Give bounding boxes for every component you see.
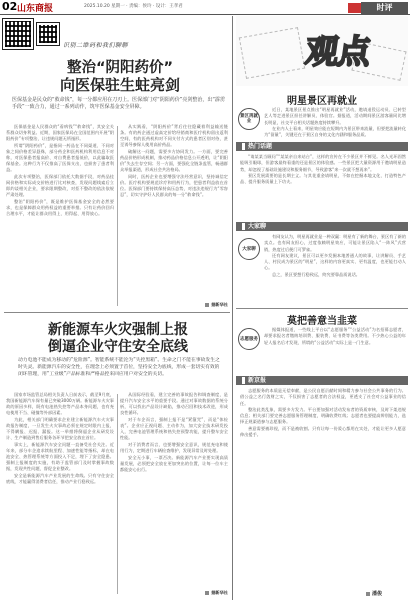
bar-accent-icon	[242, 223, 245, 230]
paragraph: “请某某当顾问”“某某亲自来站台”，这样的宣传在不少景区并不鲜见。名人光环固然能吸引眼球，但游客最终看重的还是景区的体验感。一些景区把大量资源用于邀请明星造势，却忽视了基础设施建设和服务细节，导致游客“来一次就不想再来”。	[240, 154, 406, 172]
paragraph: 从实践看，“阴阳药价”背后往往隐藏着利益输送链条。有的药企通过虚高定价给经销商和医疗机构留出返利空间，有的医药机构对不同支付方式的患者区别对待，甚至诱导参保人使用高价药品。	[120, 124, 228, 147]
story-divider	[4, 312, 230, 313]
banner-word: 观点	[302, 32, 373, 71]
author-credit	[366, 590, 382, 597]
paragraph: 破解这一问题，需要多方协同发力。一方面，要完善药品价格形成机制，推动药品价格信息公开透明，让“阴阳价”失去生存空间；另一方面，要强化全链条监管，畅通群众举报渠道，形成社会共治格局。	[120, 149, 228, 172]
paragraph: 善意需要被珍视，而不是被收割。只有让每一份爱心都用在实处，才能让更多人愿意伸出援手。	[240, 425, 406, 438]
column-divider	[117, 126, 118, 306]
commentary-banner	[236, 16, 408, 86]
commentary-body-3	[264, 234, 406, 300]
commentary-column	[236, 16, 408, 602]
paragraph: 医保基金是人民群众的“看病钱”“救命钱”，其安全关系群众切身利益。近期，国家医保局在全国范围内开展“阴阳药价”专项整治，让违规问题无所遁形。	[6, 124, 114, 141]
column-divider	[117, 394, 118, 594]
commentary-divider	[236, 308, 408, 309]
paragraph: 有网友认为，明星再就业是一种双赢：明星有了新的舞台，景区有了新的卖点。也有网友担心，过度依赖明星效应，可能让景区陷入“一阵风”式营销，热度过后便门可罗雀。	[264, 234, 406, 252]
banner-decoration	[239, 27, 305, 79]
story2-source	[180, 590, 228, 598]
side-label: 大家聊	[238, 238, 260, 260]
side-label: 志愿服务	[238, 328, 260, 350]
page-number: 02	[2, 0, 18, 13]
story1-source	[180, 302, 228, 310]
source-text: 据新华社	[211, 302, 228, 307]
paragraph: 此次专项整治，医保部门依托大数据手段，对药品挂网价格和实际成交价格进行比对核查，发现问题线索后立即约谈相关企业，要求限期整改，对拒不整改的依法依规严肃处理。	[6, 174, 114, 197]
commentary-body-1	[264, 107, 406, 139]
commentary-title-1: 明星景区再就业	[287, 96, 357, 107]
section-bar-label: 新京报	[248, 377, 267, 384]
story2-title-line2: 倒逼企业守住安全底线	[48, 339, 188, 355]
qr-code-icon[interactable]	[2, 18, 34, 50]
masthead	[0, 0, 410, 15]
commentary-body-4	[264, 327, 406, 367]
qr-code-icon[interactable]	[36, 22, 60, 46]
paragraph: 对于车企而言，强制上报不是“紧箍咒”，而是“体检表”。企业应正视问题、主动作为，加大安全技术研发投入，完善电池管理系统和热失控预警功能，提升整车安全性能。	[120, 417, 228, 440]
commentary-body-2	[240, 154, 406, 218]
story1-column-2	[120, 124, 228, 302]
paragraph: 对于消费者而言，也要增强安全意识，规范充电和使用行为，定期进行车辆检查维护，发现异常及时处理。	[120, 442, 228, 453]
paragraph: 国家市场监管总局相关负责人日前表示，截至9月底，我国新能源汽车保有量已突破3000万辆。新能源车火灾事故的原因多样，既有电池热失控等产品本身问题，也有充电使用不当、碰撞等外部因素。	[6, 392, 114, 415]
source-mark-icon	[205, 303, 209, 307]
story2-column-2	[120, 392, 228, 590]
section-bar	[236, 142, 408, 151]
story2-title-line1: 新能源车火灾强制上报	[48, 322, 188, 338]
side-label: 景区再就业	[238, 108, 260, 130]
commentary-title-2: 莫把善意当韭菜	[287, 316, 357, 327]
paragraph: 在业内人士看来，明星效应能在短期内为景区带来流量，但要把流量转化为“留量”，关键还在于景区自身的文化内涵和服务品质。	[264, 125, 406, 138]
paragraph: 安全是新能源汽车产业发展的生命线。只有守住安全底线，才能赢得消费者信任，推动产业行稳致远。	[6, 473, 114, 484]
story1-lead	[12, 97, 226, 111]
page-column-divider	[232, 16, 233, 600]
author-mark-icon	[366, 592, 370, 596]
page-name: 山东商报	[17, 4, 54, 14]
source-mark-icon	[205, 591, 209, 595]
paragraph: 安全无小事，一票否决。新能源汽车产业要实现高质量发展，必须把安全放在更加突出的位置，让每一位车主都能安心出行。	[120, 455, 228, 472]
source-text: 据新华社	[211, 590, 228, 595]
paragraph: 从国际经验看，建立完善的事故报告和调查制度，是提升汽车安全水平的重要手段。通过对事故数据的系统分析，可以找出产品设计缺陷，推动召回和技术改进，形成良性循环。	[120, 392, 228, 415]
paragraph: 所谓“阴阳药价”，是指同一药品在不同渠道、不同对象之间价格差异悬殊，部分药企和医药机构利用信息不对称，对医保患者报高价、对自费患者报低价，以此骗取医保基金。这种行为不仅推高了医保支出，也损害了患者利益。	[6, 143, 114, 172]
bar-accent-icon	[242, 377, 245, 384]
paragraph: 志愿服务的本质是无偿奉献，是公民自愿贡献时间和精力参与社会公共事务的行为。借公益之名行敛财之实，不仅损害了志愿者的合法权益，更透支了社会对公益事业的信任。	[240, 388, 406, 406]
story1-title-line2: 向医保驻生蛀亮剑	[59, 76, 180, 94]
story2-lead: 动力电池不能成为移动的“危险源”。智能系统不能沦为“失控黑箱”。生命之门不能在事故发生之时失灵。新能源汽车的安全性，在理念上必须置于首位，坚持安全为底线，形成一套切实有效的闭环管理，用“工业级”产品标准和严格品控来回应用户对安全的关切。	[18, 358, 220, 377]
issue-meta: 2025.10.20 星期一 · 责编：侯玲 · 设计：王孝君	[84, 4, 183, 9]
story1-title-line1: 整治“阴阳药价”	[66, 60, 174, 76]
bar-accent-icon	[242, 143, 245, 150]
qr-hint: 识别二维码和我们聊聊	[63, 42, 129, 49]
paragraph: 近日，某地景区景点推出“明星再就业”活动，邀请退役运动员、已转型艺人等走进景区担任讲解员、体验官。据报道，活动期间景区游客量同比增长明显，社交平台相关话题热度持续攀升。	[264, 107, 406, 125]
paragraph: 为此，相关部门明确要求企业建立新能源汽车火灾事故报告制度，一旦发生火灾事故必须在规定时限内上报，不得瞒报、迟报、漏报。这一举措将倒逼企业从研发设计、生产制造到售后服务各环节把安全放在首位。	[6, 417, 114, 440]
paragraph: 事实上，新能源汽车安全问题一直备受社会关注。近年来，部分车企追求续航里程、加速性能等指标，却在电池安全、热管理系统等方面投入不足，埋下了安全隐患。强制上报制度的实施，有助于监管部门及时掌握事故数据，发现共性问题，督促企业整改。	[6, 442, 114, 471]
paragraph: 总之，景区要想行稳致远，终究要靠品质说话。	[272, 271, 360, 277]
story1-column-1	[6, 124, 114, 310]
paragraph: 同时，医药企业也要增强守法经营意识，坚持诚信定价。医疗机构要规范诊疗和用药行为，把患者利益放在首位。医保部门要持续保持高压态势，对违法违规行为“零容忍”，切实守护好人民群众的每一分“救命钱”。	[120, 174, 228, 197]
section-tag-accent	[348, 3, 361, 13]
section-bar	[236, 376, 408, 385]
section-bar	[236, 222, 408, 231]
section-bar-label: 大家聊	[248, 223, 267, 230]
author-name: 潘俊	[372, 591, 383, 597]
paragraph: 还有网友建议，景区可以更多发掘本地普通人的故事，让讲解员、手艺人、村民成为景区的“明星”，这样的内容更真实、更有温度，也更能打动人心。	[264, 252, 406, 271]
commentary-body-5	[240, 388, 406, 588]
paragraph: 整治“阴阳药价”，既是维护医保基金安全的必然要求，也是保障群众用药权益的重要举措。只有让药价回归合理水平，才能让群众用得上、用得起、用得放心。	[6, 199, 114, 216]
section-bar-label: 热门话题	[248, 143, 273, 150]
paragraph: 据媒体报道，一些线上平台以“志愿服务”“公益活动”为名招募志愿者，却要求报名者缴纳培训费、服装费、证书费等各类费用。不少热心公益的年轻人报名后才发现，所谓的“公益活动”实际上是一门生意。	[264, 327, 406, 345]
story1-lead-text: 医保基金是民众的“救命钱”，每一分都应用在刀刃上。医保部门对“阴阳药价”亮剑整治，出“霹雳手段”一致合力，通过一系列动作，筑牢医保基金安全屏障。	[12, 97, 225, 110]
paragraph: 景区发展需要的是长期主义。与其花重金请明星，不如在挖掘本地文化、打造特色产品、提升服务质量上下功夫。	[240, 172, 406, 185]
section-tag: 时评	[361, 2, 408, 14]
paragraph: 整治此类乱象，需要多方发力。平台要加强对活动发布者的资质审核，及时下架违规信息；相关部门要完善志愿服务管理制度，明确收费红线；志愿者也要提高辨别能力，选择正规渠道参与志愿服务。	[240, 406, 406, 425]
story2-column-1	[6, 392, 114, 598]
